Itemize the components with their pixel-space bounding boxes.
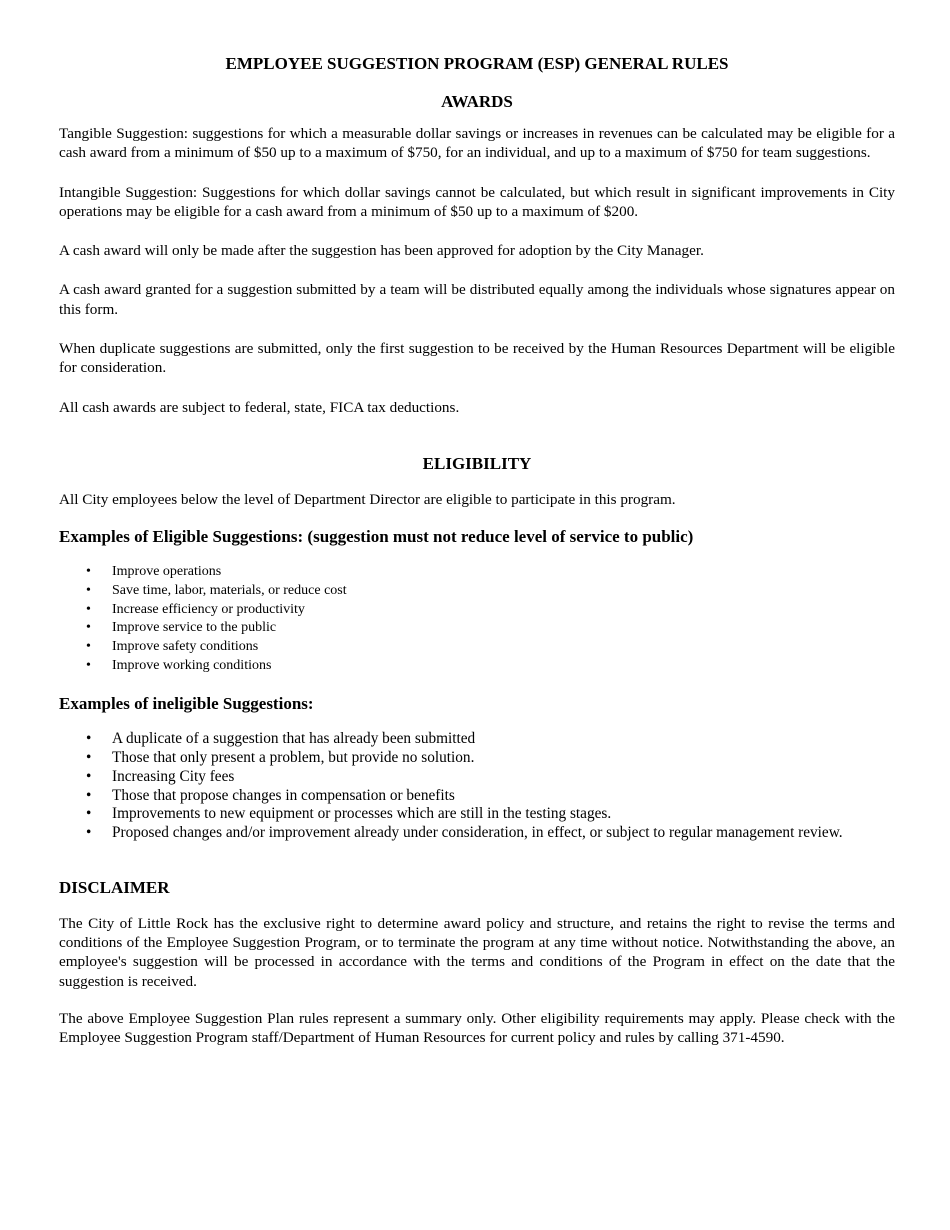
- list-item: • Improve working conditions: [112, 657, 895, 676]
- bullet-icon: •: [86, 639, 91, 655]
- bullet-icon: •: [86, 824, 92, 841]
- bullet-icon: •: [86, 657, 91, 673]
- awards-paragraph-team: A cash award granted for a suggestion submitted by a team will be distributed equally among the individuals whose signatures appear on this form.: [59, 281, 895, 318]
- document-page: [59, 52, 895, 1047]
- eligibility-intro: All City employees below the level of Department Director are eligible to participate in this program.: [59, 490, 676, 508]
- ineligible-examples-heading: Examples of ineligible Suggestions:: [59, 694, 314, 714]
- bullet-icon: •: [86, 620, 91, 636]
- bullet-icon: •: [86, 601, 91, 617]
- list-item: • Those that only present a problem, but provide no solution.: [86, 749, 475, 767]
- eligible-examples-heading: Examples of Eligible Suggestions: (suggestion must not reduce level of service to public): [59, 527, 694, 547]
- bullet-icon: •: [86, 730, 92, 748]
- list-item: • Improve service to the public: [112, 619, 895, 638]
- list-item: • Increase efficiency or productivity: [112, 601, 895, 620]
- awards-paragraph-intangible: Intangible Suggestion: Suggestions for which dollar savings cannot be calculated, but which result in significant improvements in City operations may be eligible for a cash award from a minimum of $50 up to a maximum of $200.: [59, 183, 895, 220]
- awards-paragraph-tangible: Tangible Suggestion: suggestions for which a measurable dollar savings or increases in revenues can be calculated may be eligible for a cash award from a minimum of $50 up to a maximum of $750, for an individual, and up to a maximum of $750 for team suggestions.: [59, 125, 895, 162]
- awards-paragraph-approval: A cash award will only be made after the suggestion has been approved for adoption by the City Manager.: [59, 242, 704, 260]
- bullet-icon: •: [86, 786, 92, 804]
- awards-heading: AWARDS: [441, 92, 513, 111]
- awards-paragraph-tax: All cash awards are subject to federal, state, FICA tax deductions.: [59, 398, 460, 416]
- eligibility-heading: ELIGIBILITY: [422, 453, 532, 473]
- disclaimer-paragraph-policy: The City of Little Rock has the exclusive right to determine award policy and structure, and retains the right to revise the terms and conditions of the Employee Suggestion Program, or to terminate the program at any time without notice. Notwithstanding the above, an employee's suggestion will be processed in accordance with the terms and conditions of the Program in effect on the date that the suggestion is received.: [59, 914, 895, 990]
- eligible-examples-list: [59, 563, 895, 675]
- list-item: • Improve safety conditions: [112, 638, 895, 657]
- bullet-icon: •: [86, 749, 92, 767]
- awards-paragraph-duplicate: When duplicate suggestions are submitted, only the first suggestion to be received by the Human Resources Department will be eligible for consideration.: [59, 340, 895, 377]
- bullet-icon: •: [86, 582, 91, 598]
- list-item: • Increasing City fees: [86, 767, 235, 785]
- disclaimer-paragraph-summary: The above Employee Suggestion Plan rules represent a summary only. Other eligibility requirements may apply. Please check with the Employee Suggestion Program staff/Department of Human Resources for current policy and rules by calling 371-4590.: [59, 1009, 895, 1047]
- ineligible-examples-list: [59, 730, 895, 842]
- bullet-icon: •: [86, 767, 92, 785]
- list-item: • Improve operations: [112, 563, 895, 582]
- list-item: • Improvements to new equipment or processes which are still in the testing stages.: [86, 805, 612, 823]
- disclaimer-heading: DISCLAIMER: [59, 877, 170, 897]
- document-title: EMPLOYEE SUGGESTION PROGRAM (ESP) GENERAL RULES: [225, 54, 729, 73]
- list-item: • Those that propose changes in compensation or benefits: [86, 786, 455, 804]
- bullet-icon: •: [86, 805, 92, 823]
- list-item: • Save time, labor, materials, or reduce cost: [112, 582, 895, 601]
- list-item: • Proposed changes and/or improvement already under consideration, in effect, or subject to regular management review.: [86, 824, 843, 841]
- list-item: • A duplicate of a suggestion that has already been submitted: [86, 730, 476, 748]
- bullet-icon: •: [86, 564, 91, 580]
